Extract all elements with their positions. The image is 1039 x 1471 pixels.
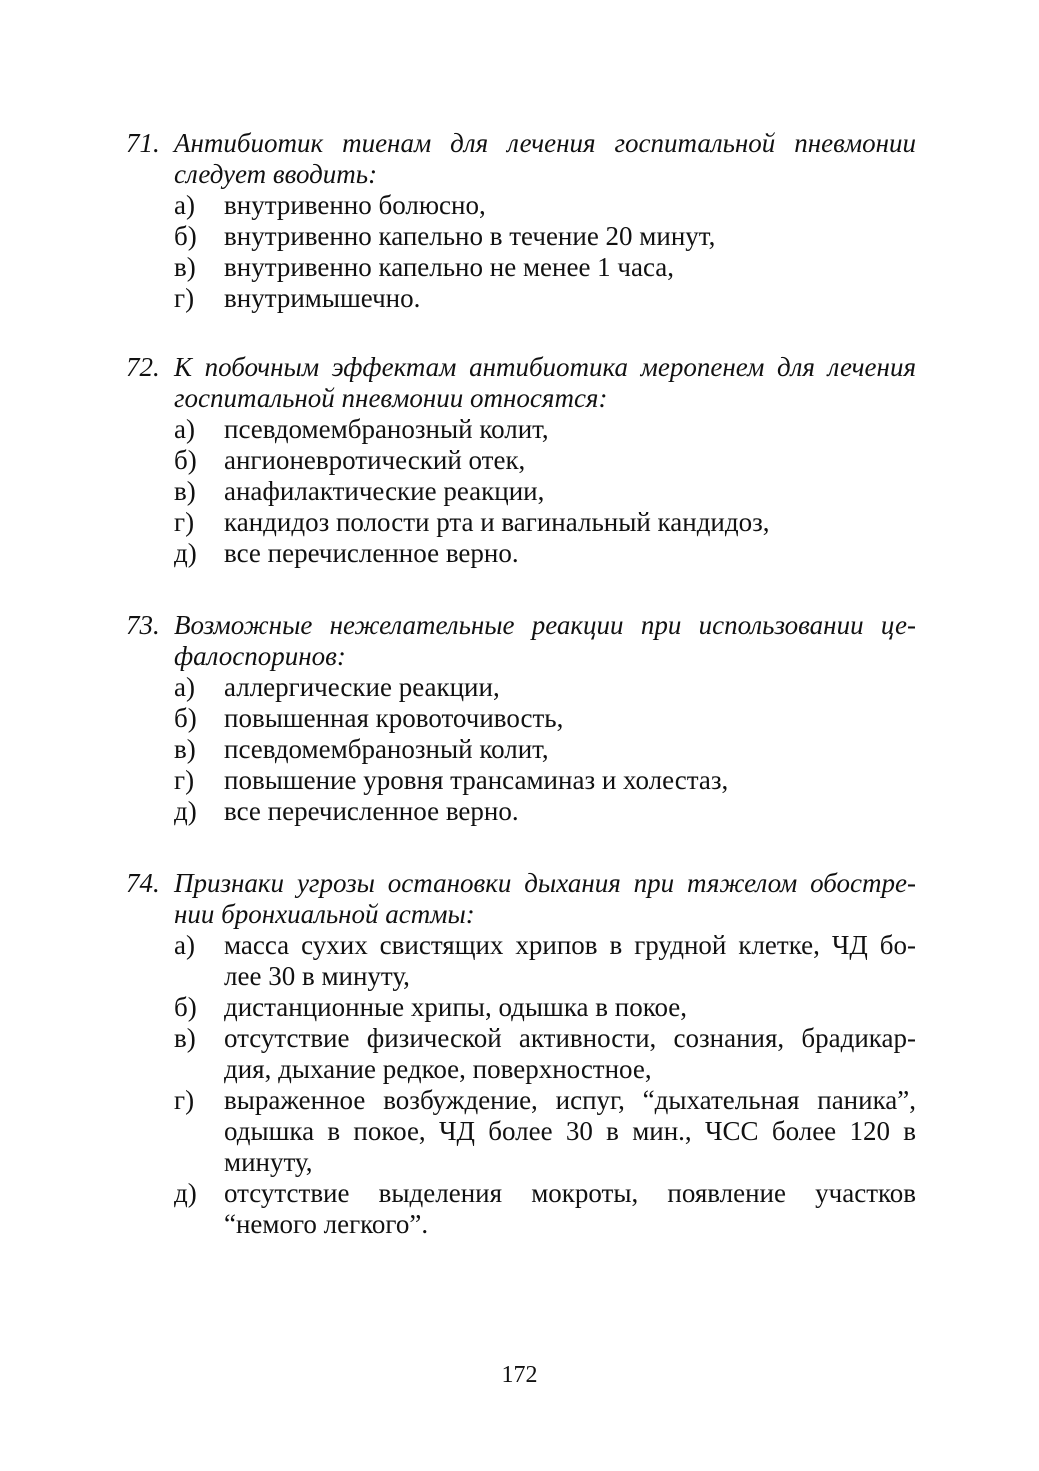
option-letter: в)	[174, 1023, 196, 1053]
option-text	[224, 672, 916, 703]
question-header	[126, 610, 916, 672]
page-number: 172	[501, 1362, 538, 1388]
option-letter: а)	[174, 672, 195, 702]
answer-options	[126, 190, 916, 314]
option-text	[224, 992, 916, 1023]
option-text-line: повышение уровня трансаминаз и холестаз,	[224, 765, 729, 795]
option-letter: д)	[174, 538, 197, 568]
option-text-line: дистанционные хрипы, одышка в покое,	[224, 992, 688, 1022]
option-text	[224, 283, 916, 314]
question-text-line: К побочным эффектам антибиотика меропенем для лечения	[174, 352, 916, 382]
option-text	[224, 734, 916, 765]
option-text	[224, 414, 916, 445]
question-text-line: Признаки угрозы остановки дыхания при тяжелом обостре-	[174, 868, 916, 898]
answer-option-v	[174, 734, 916, 765]
option-letter: б)	[174, 221, 197, 251]
option-text	[224, 445, 916, 476]
option-text-line: внутривенно капельно не менее 1 часа,	[224, 252, 675, 282]
option-text-line: аллергические реакции,	[224, 672, 500, 702]
option-text-line: внутривенно болюсно,	[224, 190, 486, 220]
option-text-line: дия, дыхание редкое, поверхностное,	[224, 1054, 652, 1084]
option-text	[224, 765, 916, 796]
question-text-line: госпитальной пневмонии относятся:	[174, 383, 608, 413]
option-text-line: внутривенно капельно в течение 20 минут,	[224, 221, 716, 251]
answer-option-a	[174, 190, 916, 221]
option-letter: в)	[174, 734, 196, 764]
question-71	[126, 128, 916, 314]
answer-option-a	[174, 930, 916, 992]
question-number: 71.	[126, 128, 160, 158]
option-letter: г)	[174, 1085, 195, 1115]
answer-option-g	[174, 765, 916, 796]
option-letter: д)	[174, 796, 197, 826]
answer-option-v	[174, 1023, 916, 1085]
option-text-line: все перечисленное верно.	[224, 538, 519, 568]
option-text	[224, 476, 916, 507]
answer-option-d	[174, 1178, 916, 1240]
option-text-line: анафилактические реакции,	[224, 476, 545, 506]
option-letter: г)	[174, 765, 195, 795]
question-text-line: следует вводить:	[174, 159, 378, 189]
option-text-line: минуту,	[224, 1147, 313, 1177]
option-text	[224, 703, 916, 734]
option-letter: г)	[174, 507, 195, 537]
option-text	[224, 252, 916, 283]
option-text-line: “немого легкого”.	[224, 1209, 429, 1239]
answer-options	[126, 930, 916, 1240]
option-letter: а)	[174, 414, 195, 444]
option-text-line: псевдомембранозный колит,	[224, 414, 549, 444]
answer-option-v	[174, 476, 916, 507]
answer-option-g	[174, 283, 916, 314]
question-text-line: Антибиотик тиенам для лечения госпитальной пневмонии	[174, 128, 916, 158]
answer-option-b	[174, 445, 916, 476]
question-text	[174, 868, 916, 930]
option-text-line: псевдомембранозный колит,	[224, 734, 549, 764]
answer-option-v	[174, 252, 916, 283]
answer-option-b	[174, 221, 916, 252]
option-text	[224, 1085, 916, 1178]
question-72	[126, 352, 916, 569]
option-text-line: отсутствие физической активности, сознания, брадикар-	[224, 1023, 916, 1053]
option-text-line: кандидоз полости рта и вагинальный кандидоз,	[224, 507, 770, 537]
question-text-line: Возможные нежелательные реакции при использовании це-	[174, 610, 916, 640]
option-letter: б)	[174, 992, 197, 1022]
question-header	[126, 352, 916, 414]
option-text	[224, 796, 916, 827]
option-letter: в)	[174, 476, 196, 506]
option-text-line: повышенная кровоточивость,	[224, 703, 564, 733]
question-header	[126, 868, 916, 930]
answer-option-b	[174, 992, 916, 1023]
option-letter: а)	[174, 930, 195, 960]
answer-option-a	[174, 672, 916, 703]
option-text	[224, 1178, 916, 1240]
question-text	[174, 610, 916, 672]
answer-options	[126, 414, 916, 569]
option-letter: б)	[174, 703, 197, 733]
option-letter: а)	[174, 190, 195, 220]
option-text	[224, 221, 916, 252]
question-text	[174, 128, 916, 190]
option-text	[224, 1023, 916, 1085]
question-73	[126, 610, 916, 827]
option-text-line: все перечисленное верно.	[224, 796, 519, 826]
answer-option-g	[174, 507, 916, 538]
question-text-line: нии бронхиальной астмы:	[174, 899, 475, 929]
option-text-line: ангионевротический отек,	[224, 445, 526, 475]
answer-option-g	[174, 1085, 916, 1178]
option-letter: в)	[174, 252, 196, 282]
option-text-line: одышка в покое, ЧД более 30 в мин., ЧСС более 120 в	[224, 1116, 916, 1146]
question-text	[174, 352, 916, 414]
question-number: 73.	[126, 610, 160, 640]
option-letter: б)	[174, 445, 197, 475]
option-text	[224, 930, 916, 992]
option-text	[224, 190, 916, 221]
question-number: 72.	[126, 352, 160, 382]
answer-option-a	[174, 414, 916, 445]
answer-options	[126, 672, 916, 827]
option-text	[224, 507, 916, 538]
question-header	[126, 128, 916, 190]
option-text-line: внутримышечно.	[224, 283, 421, 313]
question-text-line: фалоспоринов:	[174, 641, 346, 671]
answer-option-b	[174, 703, 916, 734]
option-text	[224, 538, 916, 569]
option-text-line: лее 30 в минуту,	[224, 961, 410, 991]
option-letter: д)	[174, 1178, 197, 1208]
option-text-line: выраженное возбуждение, испуг, “дыхательная паника”,	[224, 1085, 916, 1115]
answer-option-d	[174, 796, 916, 827]
question-74	[126, 868, 916, 1240]
option-text-line: масса сухих свистящих хрипов в грудной клетке, ЧД бо-	[224, 930, 916, 960]
answer-option-d	[174, 538, 916, 569]
question-number: 74.	[126, 868, 160, 898]
option-letter: г)	[174, 283, 195, 313]
option-text-line: отсутствие выделения мокроты, появление участков	[224, 1178, 916, 1208]
